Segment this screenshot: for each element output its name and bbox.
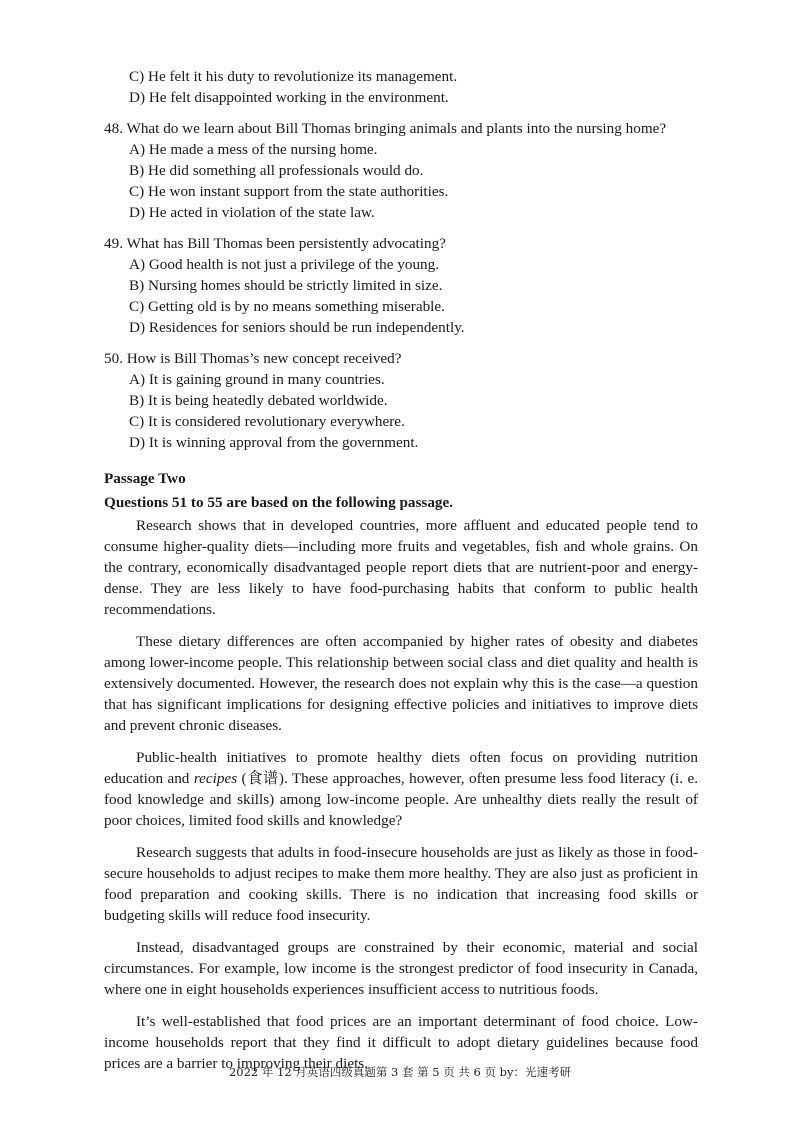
page-footer: 2022 年 12 月英语四级真题第 3 套 第 5 页 共 6 页 by：光速考研 (228, 1065, 572, 1079)
question-stem: 50. How is Bill Thomas’s new concept received? (104, 350, 402, 367)
question-49 (0, 233, 800, 338)
option-b: B) He did something all professionals would do. (129, 162, 424, 179)
paragraph-4: Research suggests that adults in food-insecure households are just as likely as those in food-secure households to adjust recipes to make them more healthy. They are also just as proficient in food preparation and cooking skills. There is no indication that increasing food skills or budgeting skills will reduce food insecurity. (104, 844, 698, 924)
question-stem: 49. What has Bill Thomas been persistently advocating? (104, 235, 446, 252)
paragraph-3 (104, 747, 698, 831)
paragraph-6: It’s well-established that food prices are an important determinant of food choice. Low-income households report that they find it difficult to adopt dietary guidelines because food prices are a barrier to improving their diets. (104, 1013, 698, 1072)
option-47-c: C) He felt it his duty to revolutionize its management. (129, 68, 458, 85)
option-b: B) Nursing homes should be strictly limited in size. (129, 277, 443, 294)
option-a: A) It is gaining ground in many countries. (129, 371, 385, 388)
option-a: A) He made a mess of the nursing home. (129, 141, 378, 158)
option-47-d: D) He felt disappointed working in the environment. (129, 89, 449, 106)
option-c: C) Getting old is by no means something miserable. (129, 298, 445, 315)
paragraph-3-after: . These approaches, however, often presume less food literacy (i. e. food knowledge and skills) among low-income people. Are unhealthy diets really the result of poor choices, limited food skills and knowledge? (104, 770, 698, 829)
option-a: A) Good health is not just a privilege of the young. (129, 256, 440, 273)
question-50 (0, 348, 800, 453)
paragraph-1: Research shows that in developed countries, more affluent and educated people tend to consume higher-quality diets—including more fruits and vegetables, fish and whole grains. On the contrary, economically disadvantaged people report diets that are nutrient-poor and energy-dense. They are less likely to have food-purchasing habits that conform to public health recommendations. (104, 517, 698, 618)
passage-header (104, 467, 704, 515)
option-d: D) He acted in violation of the state law. (129, 204, 375, 221)
passage-instruction: Questions 51 to 55 are based on the following passage. (104, 494, 454, 511)
recipes-term: recipes (193, 770, 238, 787)
option-c: C) It is considered revolutionary everywhere. (129, 413, 405, 430)
option-d: D) It is winning approval from the government. (129, 434, 419, 451)
paragraph-2: These dietary differences are often accompanied by higher rates of obesity and diabetes among lower-income people. This relationship between social class and diet quality and health is extensively documented. However, the research does not explain why this is the case—a question that has significant implications for designing effective policies and initiatives to improve diets and prevent chronic diseases. (104, 633, 698, 734)
question-stem: 48. What do we learn about Bill Thomas bringing animals and plants into the nursing home? (104, 120, 667, 137)
paragraph-5: Instead, disadvantaged groups are constrained by their economic, material and social circumstances. For example, low income is the strongest predictor of food insecurity in Canada, where one in eight households experiences insufficient access to nutritious foods. (104, 939, 698, 998)
option-b: B) It is being heatedly debated worldwide. (129, 392, 388, 409)
question-47-continuation (0, 66, 800, 453)
option-c: C) He won instant support from the state authorities. (129, 183, 449, 200)
paragraph-3-before: Public-health initiatives to promote healthy diets often focus on providing nutrition education and (104, 749, 698, 787)
recipes-gloss: (食谱) (237, 770, 284, 787)
option-d: D) Residences for seniors should be run independently. (129, 319, 465, 336)
question-48 (0, 118, 800, 223)
passage-title: Passage Two (104, 470, 186, 487)
passage-body (104, 515, 698, 1085)
